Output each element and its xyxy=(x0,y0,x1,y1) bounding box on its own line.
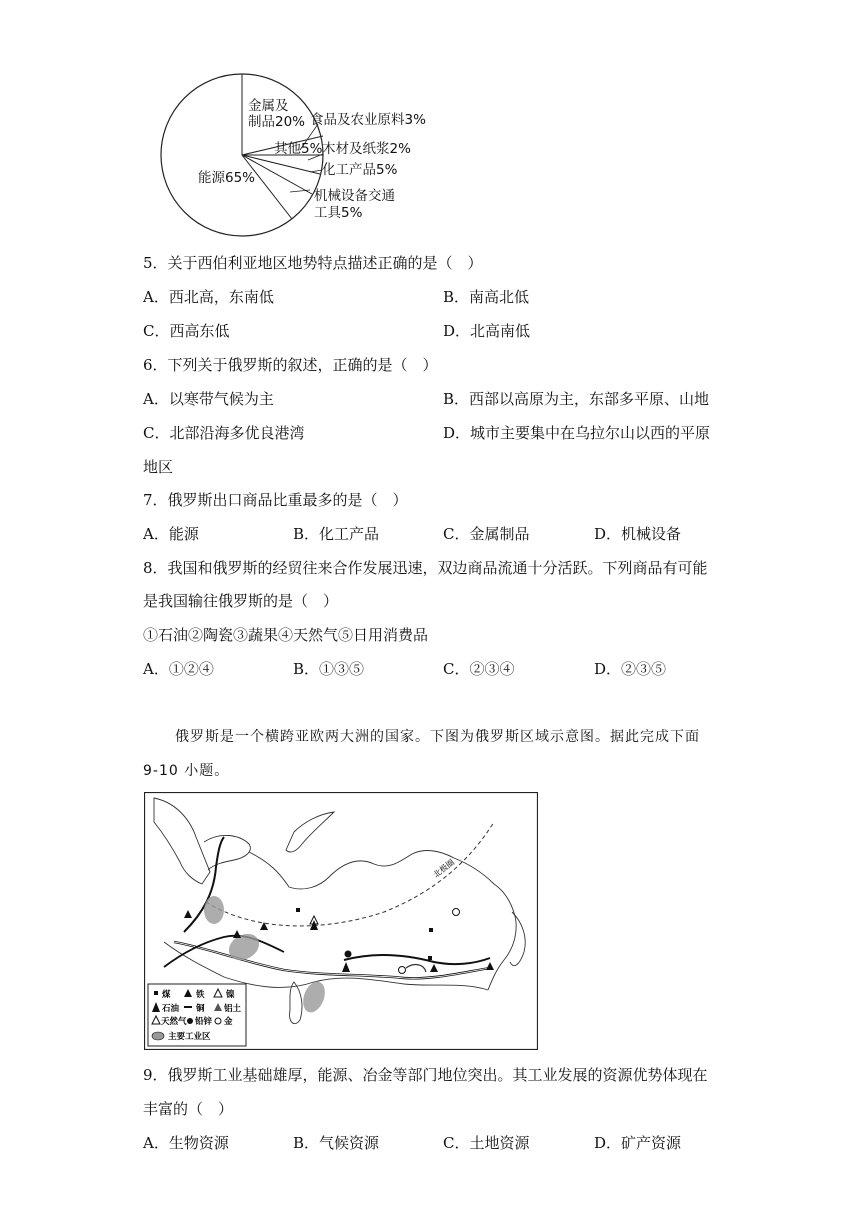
intro-line-1: 俄罗斯是一个横跨亚欧两大洲的国家。下图为俄罗斯区域示意图。据此完成下面 xyxy=(175,729,700,745)
pie-label-chem: 化工产品5% xyxy=(322,162,398,178)
pie-chart xyxy=(160,62,480,252)
question-5-option-c: C．西高东低 xyxy=(143,322,230,340)
question-6-option-d: D．城市主要集中在乌拉尔山以西的平原 xyxy=(443,424,711,442)
question-8-items: ①石油②陶瓷③蔬果④天然气⑤日用消费品 xyxy=(143,626,429,644)
question-5-option-d: D．北高南低 xyxy=(443,322,531,340)
question-8-option-d: D．②③⑤ xyxy=(594,660,667,678)
legend-gold-label: 金 xyxy=(224,1017,233,1027)
question-6-option-a: A．以寒带气候为主 xyxy=(143,390,274,408)
legend-lead-zinc-label: 铅锌 xyxy=(195,1017,213,1027)
question-7-option-c: C．金属制品 xyxy=(443,525,530,543)
legend-copper-label: 铜 xyxy=(196,1004,205,1014)
question-9-option-c: C．土地资源 xyxy=(443,1134,530,1152)
legend-industrial-zone-label: 主要工业区 xyxy=(168,1032,211,1042)
question-7-option-b: B．化工产品 xyxy=(293,525,380,543)
question-6-option-c: C．北部沿海多优良港湾 xyxy=(143,424,305,442)
legend-oil-label: 石油 xyxy=(162,1004,180,1014)
pie-label-machine-2: 工具5% xyxy=(314,205,363,221)
question-8-option-b: B．①③⑤ xyxy=(293,660,365,678)
question-8-stem: 8．我国和俄罗斯的经贸往来合作发展迅速，双边商品流通十分活跃。下列商品有可能 xyxy=(143,559,708,577)
pie-label-food: 食品及农业原料3% xyxy=(310,112,426,128)
pie-label-other: 其他5% xyxy=(274,141,323,157)
map-arctic-circle-label: 北极圈 xyxy=(431,857,457,880)
legend-industrial-zone-symbol xyxy=(152,1032,164,1040)
question-8-option-a: A．①②④ xyxy=(143,660,214,678)
legend-iron-label: 铁 xyxy=(196,990,205,1000)
russia-map-svg xyxy=(144,792,538,1050)
question-9-option-d: D．矿产资源 xyxy=(594,1134,682,1152)
pie-label-energy: 能源65% xyxy=(198,170,256,186)
leader-chem xyxy=(310,170,322,172)
question-9-option-a: A．生物资源 xyxy=(143,1134,229,1152)
intro-line-2: 9-10 小题。 xyxy=(143,763,230,779)
legend-nickel-label: 镍 xyxy=(226,990,235,1000)
pie-label-metal-2: 制品20% xyxy=(248,114,306,130)
question-8-option-c: C．②③④ xyxy=(443,660,515,678)
legend-bauxite-label: 铝土 xyxy=(224,1004,242,1014)
question-7-stem: 7．俄罗斯出口商品比重最多的是（ ） xyxy=(143,491,408,509)
question-7-option-d: D．机械设备 xyxy=(594,525,682,543)
legend-lead-zinc-symbol xyxy=(187,1018,193,1024)
legend-coal-label: 煤 xyxy=(162,990,171,1000)
question-8-stem-cont: 是我国输往俄罗斯的是（ ） xyxy=(143,592,339,610)
pie-divider-chem xyxy=(242,155,292,219)
map-coal-symbol-1 xyxy=(296,908,300,912)
russia-map xyxy=(144,792,538,1050)
legend-coal-symbol xyxy=(154,991,158,995)
question-6-option-d-continuation: 地区 xyxy=(143,458,174,476)
pie-label-machine-1: 机械设备交通 xyxy=(314,188,395,204)
legend-copper-symbol xyxy=(184,1006,192,1008)
question-9-option-b: B．气候资源 xyxy=(293,1134,380,1152)
map-industrial-zone-st-petersburg xyxy=(204,896,224,924)
question-5-option-b: B．南高北低 xyxy=(443,288,530,306)
pie-label-metal-1: 金属及 xyxy=(248,98,289,114)
map-coal-symbol-2 xyxy=(429,928,433,932)
map-coal-symbol-3 xyxy=(428,956,432,960)
pie-label-wood: 木材及纸浆2% xyxy=(322,141,411,157)
legend-gas-label: 天然气 xyxy=(161,1017,187,1027)
question-7-option-a: A．能源 xyxy=(143,525,199,543)
map-lead-zinc-symbol-1 xyxy=(345,951,352,958)
question-5-stem: 5．关于西伯利亚地区地势特点描述正确的是（ ） xyxy=(143,254,483,272)
question-6-stem: 6．下列关于俄罗斯的叙述，正确的是（ ） xyxy=(143,356,438,374)
question-9-stem: 9．俄罗斯工业基础雄厚，能源、冶金等部门地位突出。其工业发展的资源优势体现在 xyxy=(143,1066,708,1084)
question-6-option-b: B．西部以高原为主，东部多平原、山地 xyxy=(443,390,710,408)
question-5-option-a: A．西北高，东南低 xyxy=(143,288,274,306)
question-9-stem-cont: 丰富的（ ） xyxy=(143,1100,234,1118)
